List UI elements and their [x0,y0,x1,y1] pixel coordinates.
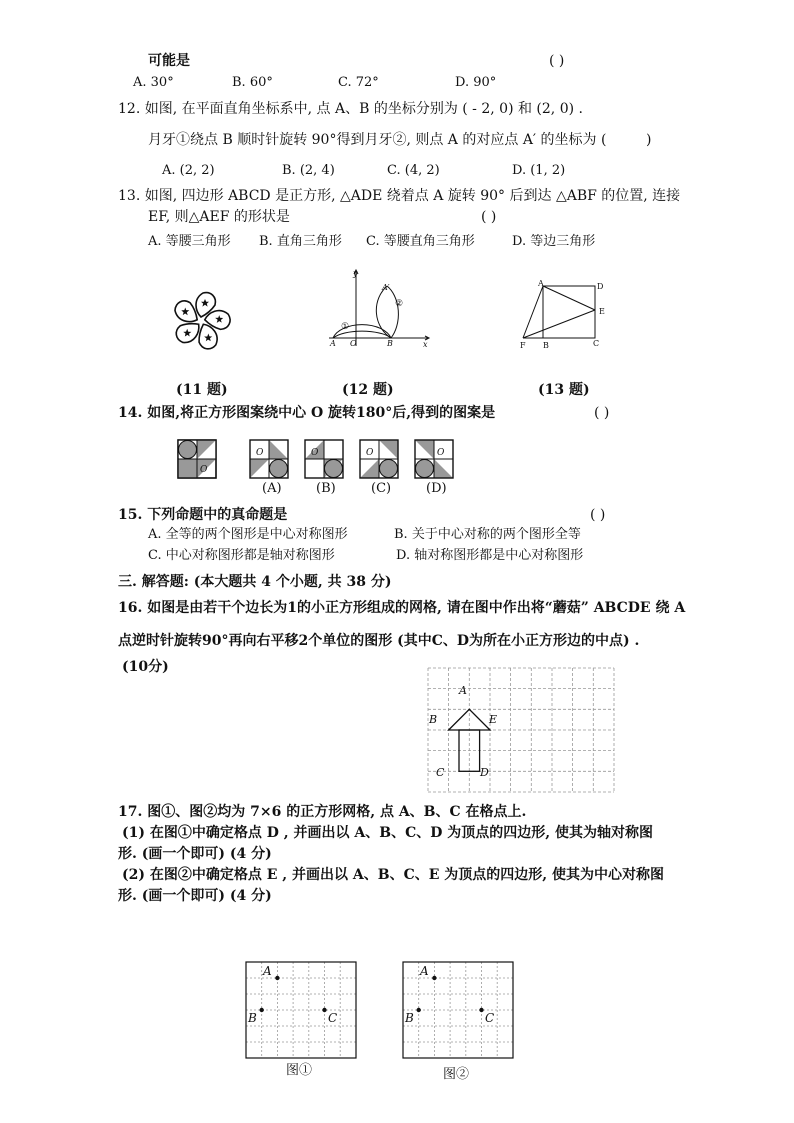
q15-stem: 15. 下列命题中的真命题是 [118,507,288,523]
q14-option-c-label: (C) [371,481,392,496]
q16-label-c: C [436,766,445,779]
q14-original-pattern [178,440,216,478]
q16-label-b: B [429,713,438,726]
fig12-moon1-label: ① [341,322,350,332]
q14-option-b-label: (B) [316,481,336,496]
fig13-label-d: D [597,282,604,291]
q17-fig2-label-a: A [420,964,429,978]
q13-option-b: B. 直角三角形 [259,234,342,249]
q13-option-c: C. 等腰直角三角形 [366,234,475,249]
q16-score: (10分) [122,659,169,675]
fig12-label-a-prime: A′ [382,283,390,292]
fig13-label-c: C [593,339,600,348]
q11-tail: 可能是 [148,53,190,69]
q11-option-a: A. 30° [133,75,174,90]
fig13-label-b: B [543,341,549,350]
q13-answer-paren: ( ) [481,209,497,225]
q17-fig2-caption: 图② [443,1067,470,1082]
q14-stem: 14. 如图,将正方形图案绕中心 O 旋转180°后,得到的图案是 [118,405,496,421]
q12-option-a: A. (2, 2) [162,163,215,178]
svg-text:O: O [311,448,319,458]
q14-option-a-label: (A) [262,481,282,496]
q14-option-b-pattern [305,440,343,478]
fig13-square [515,280,615,350]
fig13-label-f: F [520,341,526,350]
q17-fig1-label-b: B [248,1011,257,1025]
q17-stem-line4: (2) 在图②中确定格点 E , 并画出以 A、B、C、E 为顶点的四边形, 使其为中心对称图 [122,867,665,883]
q12-option-c: C. (4, 2) [387,163,440,178]
fig12-label-o: O [350,339,357,348]
q14-option-d-label: (D) [426,481,447,496]
q15-option-b: B. 关于中心对称的两个图形全等 [394,527,581,542]
q14-option-d-pattern [415,440,453,478]
q17-fig2-label-b: B [405,1011,414,1025]
q16-label-e: E [489,713,498,726]
q17-fig1-label-a: A [263,964,272,978]
q17-fig2-label-c: C [485,1011,495,1025]
q12-paren-close: ) [646,132,652,148]
fig12-label-x: x [423,340,428,349]
q14-answer-paren: ( ) [594,405,610,421]
q17-stem-line1: 17. 图①、图②均为 7×6 的正方形网格, 点 A、B、C 在格点上. [118,804,527,820]
q14-option-a-pattern [250,440,288,478]
fig12-label-y: y [353,269,358,278]
fig12-coordinate-moons [325,268,440,348]
caption-q13: (13 题) [538,382,590,398]
svg-text:O: O [437,448,445,458]
q16-stem-line2: 点逆时针旋转90°再向右平移2个单位的图形 (其中C、D为所在小正方形边的中点) . [118,633,640,649]
q11-option-d: D. 90° [455,75,497,90]
fig13-label-a: A [538,279,544,288]
q15-option-c: C. 中心对称图形都是轴对称图形 [148,548,335,563]
q17-stem-line5: 形. (画一个即可) (4 分) [118,888,272,904]
fig12-moon2-label: ② [395,299,404,309]
q16-label-a: A [459,684,467,697]
q11-answer-paren: ( ) [549,53,565,69]
svg-text:O: O [366,448,374,458]
q13-option-d: D. 等边三角形 [512,234,596,249]
q17-grid-1 [246,962,356,1058]
caption-q12: (12 题) [342,382,394,398]
q16-stem-line1: 16. 如图是由若干个边长为1的小正方形组成的网格, 请在图中作出将“蘑菇” ABCDE 绕 A [118,600,686,616]
q15-option-d: D. 轴对称图形都是中心对称图形 [396,548,584,563]
q13-option-a: A. 等腰三角形 [148,234,231,249]
fig12-label-b: B [387,339,393,348]
q17-fig1-caption: 图① [286,1063,313,1078]
q17-stem-line2: (1) 在图①中确定格点 D , 并画出以 A、B、C、D 为顶点的四边形, 使其为轴对称图 [122,825,653,841]
q17-stem-line3: 形. (画一个即可) (4 分) [118,846,272,862]
q17-grid-2 [403,962,513,1058]
section3-heading: 三. 解答题: (本大题共 4 个小题, 共 38 分) [118,574,392,590]
q11-option-b: B. 60° [232,75,273,90]
fig11-flower [163,288,239,354]
q14-option-c-pattern [360,440,398,478]
q15-option-a: A. 全等的两个图形是中心对称图形 [148,527,348,542]
q15-answer-paren: ( ) [590,507,606,523]
fig13-label-e: E [599,307,605,316]
q13-stem-line1: 13. 如图, 四边形 ABCD 是正方形, △ADE 绕着点 A 旋转 90° 后到达 △ABF 的位置, 连接 [118,188,681,204]
svg-text:O: O [256,448,264,458]
caption-q11: (11 题) [176,382,228,398]
q12-stem-line2: 月牙①绕点 B 顺时针旋转 90°得到月牙②, 则点 A 的对应点 A′ 的坐标为 ( [148,132,607,148]
q16-label-d: D [480,766,489,779]
fig12-label-a: A [330,339,336,348]
q13-stem-line2: EF, 则△AEF 的形状是 [148,209,290,225]
q12-option-b: B. (2, 4) [282,163,335,178]
q12-stem-line1: 12. 如图, 在平面直角坐标系中, 点 A、B 的坐标分别为 ( - 2, 0) 和 (2, 0) . [118,101,583,117]
q12-option-d: D. (1, 2) [512,163,566,178]
q16-grid-figure [428,668,614,792]
q11-option-c: C. 72° [338,75,379,90]
q17-fig1-label-c: C [328,1011,338,1025]
q14-center-label: O [200,465,208,475]
